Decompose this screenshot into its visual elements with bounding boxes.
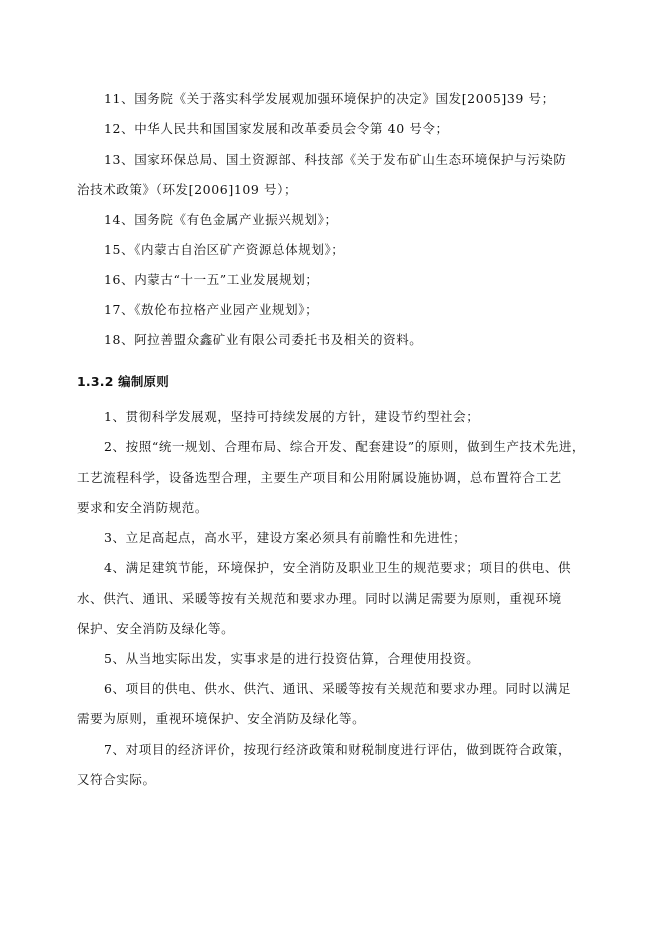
principle-item-1: 1、贯彻科学发展观，坚持可持续发展的方针，建设节约型社会； [104,409,480,424]
principle-item-7: 7、对项目的经济评价，按现行经济政策和财税制度进行评估，做到既符合政策， [104,742,572,757]
reference-item-11: 11、国务院《关于落实科学发展观加强环境保护的决定》国发[2005]39 号； [104,91,555,106]
reference-item-13-cont: 治技术政策》（环发[2006]109 号）； [77,182,298,197]
principle-item-2-cont-1: 工艺流程科学，设备选型合理，主要生产项目和公用附属设施协调，总布置符合工艺 [77,470,562,485]
section-heading: 1.3.2 编制原则 [77,374,169,389]
principle-item-6-cont: 需要为原则，重视环境保护、安全消防及绿化等。 [77,711,366,726]
reference-item-13: 13、国家环保总局、国土资源部、科技部《关于发布矿山生态环境保护与污染防 [104,152,567,167]
reference-item-12: 12、中华人民共和国国家发展和改革委员会令第 40 号令； [104,121,449,136]
reference-item-16: 16、内蒙古“十一五”工业发展规划； [104,272,319,287]
reference-item-17: 17、《敖伦布拉格产业园产业规划》； [104,302,319,317]
principle-item-4-cont-1: 水、供汽、通讯、采暖等按有关规范和要求办理。同时以满足需要为原则，重视环境 [77,591,562,606]
reference-item-15: 15、《内蒙古自治区矿产资源总体规划》； [104,242,345,257]
reference-item-14: 14、国务院《有色金属产业振兴规划》； [104,212,338,227]
reference-item-18: 18、阿拉善盟众鑫矿业有限公司委托书及相关的资料。 [104,332,423,347]
principle-item-2-cont-2: 要求和安全消防规范。 [77,500,209,515]
principle-item-4-cont-2: 保护、安全消防及绿化等。 [77,621,235,636]
principle-item-6: 6、项目的供电、供水、供汽、通讯、采暖等按有关规范和要求办理。同时以满足 [104,681,572,696]
principle-item-3: 3、立足高起点，高水平，建设方案必须具有前瞻性和先进性； [104,530,467,545]
principle-item-2: 2、按照“统一规划、合理布局、综合开发、配套建设”的原则，做到生产技术先进， [104,439,586,454]
principle-item-4: 4、满足建筑节能，环境保护，安全消防及职业卫生的规范要求；项目的供电、供 [104,560,572,575]
principle-item-5: 5、从当地实际出发，实事求是的进行投资估算，合理使用投资。 [104,651,480,666]
principle-item-7-cont: 又符合实际。 [77,772,156,787]
